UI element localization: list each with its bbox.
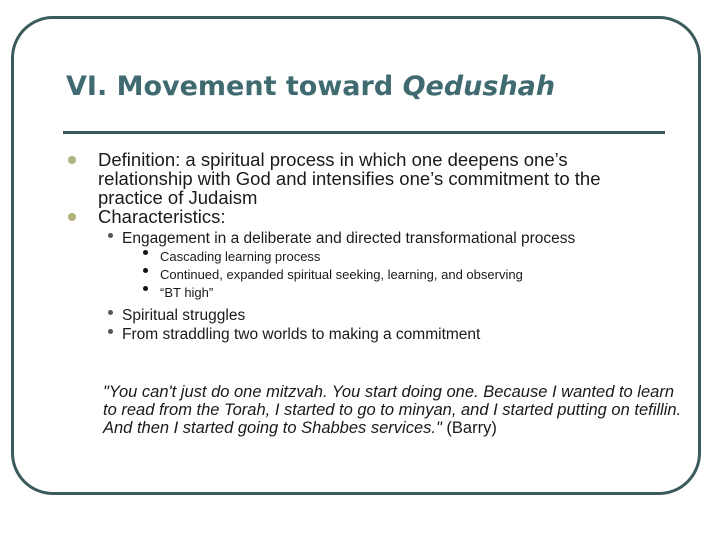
subbullet-text: Spiritual struggles — [122, 307, 246, 324]
subsubbullet-item — [66, 266, 666, 284]
subbullet-text: From straddling two worlds to making a commitment — [122, 326, 481, 343]
subbullet-dot-icon — [108, 310, 113, 315]
subsubbullet-dot-icon — [143, 268, 148, 273]
title-divider — [63, 131, 665, 134]
subbullet-struggles — [66, 306, 666, 325]
subsubbullet-item — [66, 248, 666, 266]
subsubbullet-text: Cascading learning process — [160, 249, 321, 264]
title-prefix: VI. Movement toward — [66, 71, 403, 102]
subsubbullet-dot-icon — [143, 286, 148, 291]
slide-title — [66, 72, 555, 102]
quote-text: "You can't just do one mitzvah. You start doing one. Because I wanted to learn to read from the Torah, I started to go to minyan, and I started putting on tefillin. And then I started going to Shabbes services." — [103, 383, 682, 437]
subsubbullet-text: Continued, expanded spiritual seeking, learning, and observing — [160, 267, 523, 282]
bullet-text: Characteristics: — [98, 206, 226, 227]
subbullet-dot-icon — [108, 329, 113, 334]
quote-attribution: (Barry) — [441, 419, 497, 437]
subsubbullet-text: “BT high” — [160, 285, 214, 300]
subbullet-text: Engagement in a deliberate and directed transformational process — [122, 230, 576, 247]
bullet-list — [66, 150, 666, 344]
bullet-text: Definition: a spiritual process in which one deepens one’s relationship with God and intensifies one’s commitment to the practice of Judaism — [98, 149, 601, 208]
subbullet-engagement — [66, 229, 666, 248]
title-emphasis: Qedushah — [402, 71, 556, 102]
subsubbullet-dot-icon — [143, 250, 148, 255]
subbullet-dot-icon — [108, 233, 113, 238]
bullet-definition — [66, 150, 666, 207]
subbullet-commitment — [66, 325, 666, 344]
bullet-dot-icon — [68, 156, 76, 164]
subsubbullet-item — [66, 284, 666, 302]
quote-block — [103, 383, 683, 437]
bullet-dot-icon — [68, 213, 76, 221]
bullet-characteristics — [66, 207, 666, 226]
